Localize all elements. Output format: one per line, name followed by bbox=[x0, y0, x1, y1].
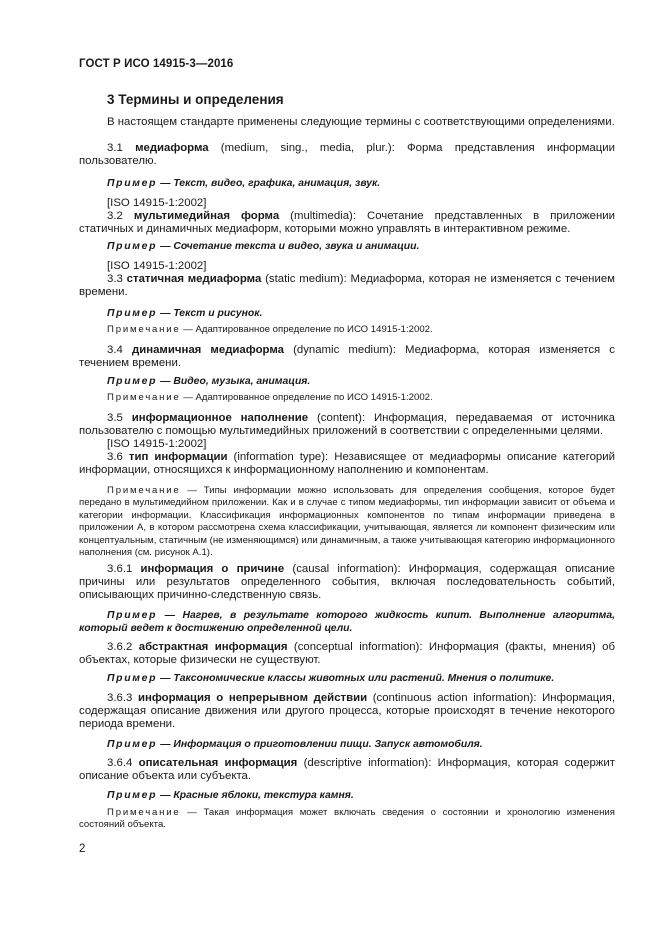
term-3-6-4: 3.6.4 описательная информация (descriptive information): Информация, которая содержит описание объекта или субъекта. bbox=[79, 757, 615, 783]
term-name: мультимедийная форма bbox=[133, 210, 280, 222]
term-3-6: 3.6 тип информации (information type): Независящее от медиаформы описание категорий информации, относящихся к информационному наполнению и компонентам. bbox=[79, 451, 615, 477]
term-name: медиаформа bbox=[135, 142, 209, 154]
example-3-4: Пример — Видео, музыка, анимация. bbox=[107, 376, 311, 387]
term-name: информация о непрерывном действии bbox=[137, 692, 368, 704]
reference-3-1: [ISO 14915-1:2002] bbox=[107, 197, 207, 209]
term-3-6-3: 3.6.3 информация о непрерывном действии (continuous action information): Информация, содержащая описание движения или другого процесса, которые происходят в течение некоторого периода времени. bbox=[79, 692, 616, 731]
example-3-6-4: Пример — Красные яблоки, текстура камня. bbox=[107, 790, 354, 801]
example-3-1: Пример — Текст, видео, графика, анимация, звук. bbox=[107, 178, 381, 189]
reference-3-2: [ISO 14915-1:2002] bbox=[107, 260, 207, 272]
term-3-3: 3.3 статичная медиаформа (static medium): Медиаформа, которая не изменяется с течением времени. bbox=[79, 273, 615, 299]
example-3-6-1: Пример — Нагрев, в результате которого жидкость кипит. Выполнение алгоритма, который ведет к достижению определенной цели. bbox=[79, 610, 615, 634]
term-name: статичная медиаформа bbox=[126, 273, 262, 285]
term-name: информация о причине bbox=[140, 563, 285, 575]
example-3-6-3: Пример — Информация о приготовлении пищи. Запуск автомобиля. bbox=[107, 739, 483, 750]
term-3-6-2: 3.6.2 абстрактная информация (conceptual information): Информация (факты, мнения) об объектах, которые физически не существуют. bbox=[79, 641, 616, 667]
example-3-2: Пример — Сочетание текста и видео, звука и анимации. bbox=[107, 241, 420, 252]
term-name: тип информации bbox=[128, 451, 228, 463]
note-3-3: Примечание — Адаптированное определение по ИСО 14915-1:2002. bbox=[107, 324, 433, 335]
term-name: динамичная медиаформа bbox=[131, 344, 284, 356]
example-3-6-2: Пример — Таксономические классы животных или растений. Мнения о политике. bbox=[107, 673, 555, 684]
term-3-6-1: 3.6.1 информация о причине (causal information): Информация, содержащая описание причины или результатов определенного события, включая последовательность событий, описывающих причинно-следственную связь. bbox=[79, 563, 615, 602]
term-3-4: 3.4 динамичная медиаформа (dynamic medium): Медиаформа, которая изменяется с течением времени. bbox=[79, 344, 615, 370]
intro-paragraph: В настоящем стандарте применены следующие термины с соответствующими определениями. bbox=[107, 116, 615, 128]
term-name: информационное наполнение bbox=[131, 412, 309, 424]
term-name: абстрактная информация bbox=[138, 641, 288, 653]
note-3-6: Примечание — Типы информации можно использовать для определения сообщения, которое будет передано в мультимедийном приложении. Как и в случае с типом медиаформы, тип информации зависит от объема и категории информации. Классификация информационных компонентов по типам информации приведена в приложении А, в котором рассмотрена схема классификации, учитывающая, является ли компонент физическим или концептуальным, статичным (не изменяющимся) или динамичным, а также учитывающая категорию информационного наполнения (см. рисунок А.1). bbox=[79, 485, 615, 559]
page-number: 2 bbox=[79, 843, 86, 855]
term-3-2: 3.2 мультимедийная форма (multimedia): Сочетание представленных в приложении статичных и динамичных медиаформ, которыми можно управлять в интерактивном режиме. bbox=[79, 210, 616, 236]
term-3-1: 3.1 медиаформа (medium, sing., media, plur.): Форма представления информации пользователю. bbox=[79, 142, 615, 168]
note-3-6-4: Примечание — Такая информация может включать сведения о состоянии и хронологию изменения состояний объекта. bbox=[79, 807, 615, 831]
term-name: описательная информация bbox=[138, 757, 298, 769]
reference-3-5: [ISO 14915-1:2002] bbox=[107, 438, 207, 450]
note-3-4: Примечание — Адаптированное определение по ИСО 14915-1:2002. bbox=[107, 392, 433, 403]
example-3-3: Пример — Текст и рисунок. bbox=[107, 308, 263, 319]
section-title: 3 Термины и определения bbox=[107, 92, 284, 107]
term-3-5: 3.5 информационное наполнение (content): Информация, передаваемая от источника пользователю с помощью мультимедийных приложений в соответствии с определенными целями. bbox=[79, 412, 615, 438]
document-code-header: ГОСТ Р ИСО 14915-3—2016 bbox=[79, 58, 234, 70]
